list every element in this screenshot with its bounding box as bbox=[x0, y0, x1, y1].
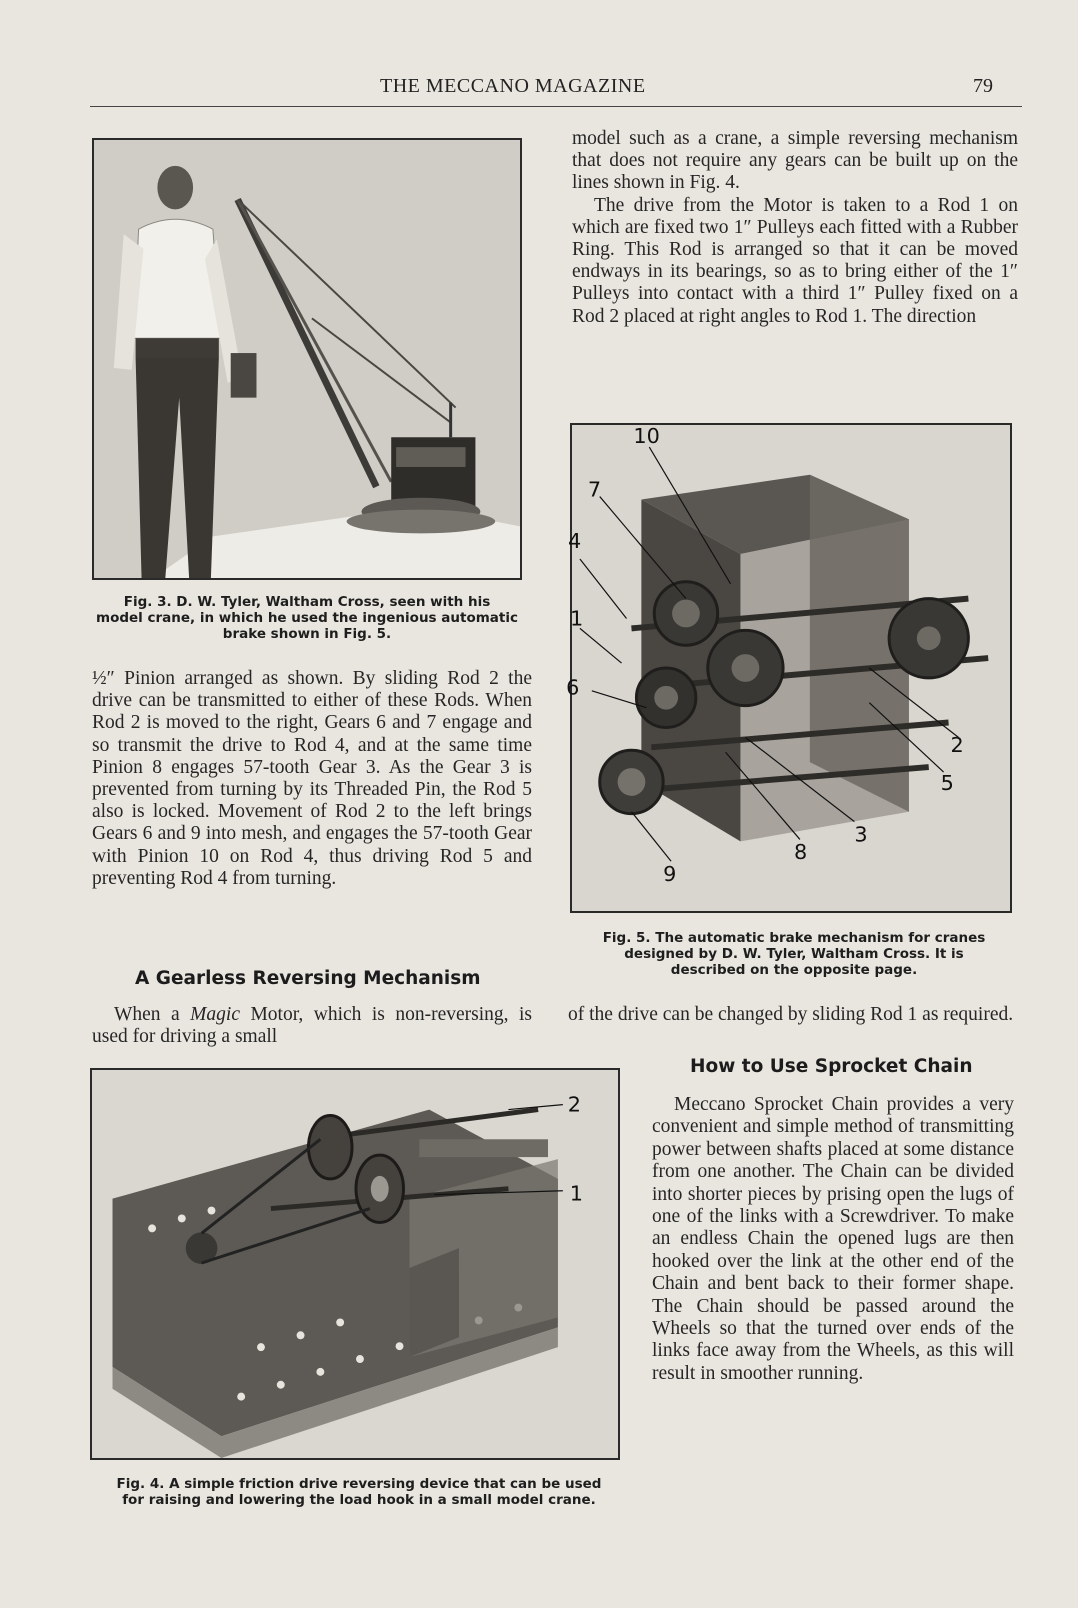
fig5-callout: 4 bbox=[568, 529, 582, 554]
fig5-callout: 2 bbox=[950, 733, 964, 758]
fig3-caption-line-1: Fig. 3. D. W. Tyler, Waltham Cross, seen with his bbox=[123, 594, 491, 610]
gearless-paragraph bbox=[92, 1004, 532, 1048]
fig5-callout: 5 bbox=[940, 770, 954, 795]
fig5-callout: 3 bbox=[854, 822, 868, 847]
fig4-caption bbox=[88, 1476, 630, 1508]
paragraph: model such as a crane, a simple reversing mechanism that does not require any gears can be built up on the lines shown in Fig. 4. bbox=[572, 128, 1018, 194]
fig5-caption bbox=[568, 930, 1020, 978]
fig4-callout: 2 bbox=[567, 1092, 582, 1117]
fig4-caption-line-1: Fig. 4. A simple friction drive reversing device that can be used bbox=[116, 1476, 602, 1492]
right-column-top bbox=[572, 128, 1018, 328]
fig5-caption-line-2: designed by D. W. Tyler, Waltham Cross. It is bbox=[624, 946, 964, 962]
fig5-photo bbox=[566, 423, 1012, 913]
header-rule bbox=[90, 106, 1022, 107]
italic-magic: Magic bbox=[190, 1004, 240, 1025]
fig5-callout: 8 bbox=[793, 840, 808, 865]
fig5-caption-line-3: described on the opposite page. bbox=[670, 962, 918, 978]
sprocket-paragraph bbox=[652, 1094, 1014, 1385]
page-number: 79 bbox=[973, 75, 993, 97]
text-run: Motor, which is non-reversing, is used for driving a small bbox=[92, 1004, 533, 1048]
fig5-callout: 10 bbox=[633, 424, 660, 449]
magazine-title: THE MECCANO MAGAZINE bbox=[380, 75, 646, 97]
fig5-callout: 7 bbox=[587, 477, 602, 502]
sprocket-heading: How to Use Sprocket Chain bbox=[690, 1056, 973, 1077]
paragraph: ½″ Pinion arranged as shown. By sliding Rod 2 the drive can be transmitted to either of these Rods. When Rod 2 is moved to the right, Gears 6 and 7 engage and so transmit the drive to Rod 4, and at the same time Pinion 8 engages 57-tooth Gear 3. As the Gear 3 is prevented from turning by its Threaded Pin, the Rod 5 also is locked. Movement of Rod 2 to the left brings Gears 6 and 9 into mesh, and engages the 57-tooth Gear with Pinion 10 on Rod 4, thus driving Rod 5 and preventing Rod 4 from turning. bbox=[92, 668, 532, 889]
right-column-mid bbox=[568, 1004, 1014, 1026]
fig3-caption bbox=[92, 594, 522, 642]
fig3-caption-line-2: model crane, in which he used the ingenious automatic bbox=[96, 610, 518, 626]
paragraph: Meccano Sprocket Chain provides a very convenient and simple method of transmitting power between shafts placed at some distance from one another. The Chain can be divided into shorter pieces by prising open the lugs of one of the links with a Screwdriver. To make an endless Chain the opened lugs are then hooked over the link at the other end of the Chain and bent back to their former shape. The Chain should be passed around the Wheels so that the turned over ends of the links face away from the Wheels, as this will result in smoother running. bbox=[652, 1094, 1014, 1384]
fig5-callout: 6 bbox=[566, 675, 580, 700]
fig5-caption-line-1: Fig. 5. The automatic brake mechanism for cranes bbox=[602, 930, 986, 946]
fig4-callout: 1 bbox=[569, 1181, 584, 1206]
fig3-photo bbox=[92, 138, 522, 580]
paragraph: The drive from the Motor is taken to a Rod 1 on which are fixed two 1″ Pulleys each fitted with a Rubber Ring. This Rod is arranged so that it can be moved endways in its bearings, so as to bring either of the 1″ Pulleys into contact with a third 1″ Pulley fixed on a Rod 2 placed at right angles to Rod 1. The direction bbox=[572, 194, 1018, 327]
paragraph: of the drive can be changed by sliding Rod 1 as required. bbox=[568, 1004, 1014, 1025]
text-run: When a bbox=[114, 1004, 191, 1025]
left-column-text bbox=[92, 668, 532, 890]
fig3-caption-line-3: brake shown in Fig. 5. bbox=[222, 626, 392, 642]
fig5-callout: 9 bbox=[663, 862, 677, 887]
fig5-callout: 1 bbox=[570, 606, 584, 631]
paragraph bbox=[92, 1004, 532, 1048]
gearless-heading: A Gearless Reversing Mechanism bbox=[135, 968, 481, 989]
fig4-caption-line-2: for raising and lowering the load hook in a small model crane. bbox=[122, 1492, 596, 1508]
fig4-photo bbox=[90, 1068, 620, 1460]
